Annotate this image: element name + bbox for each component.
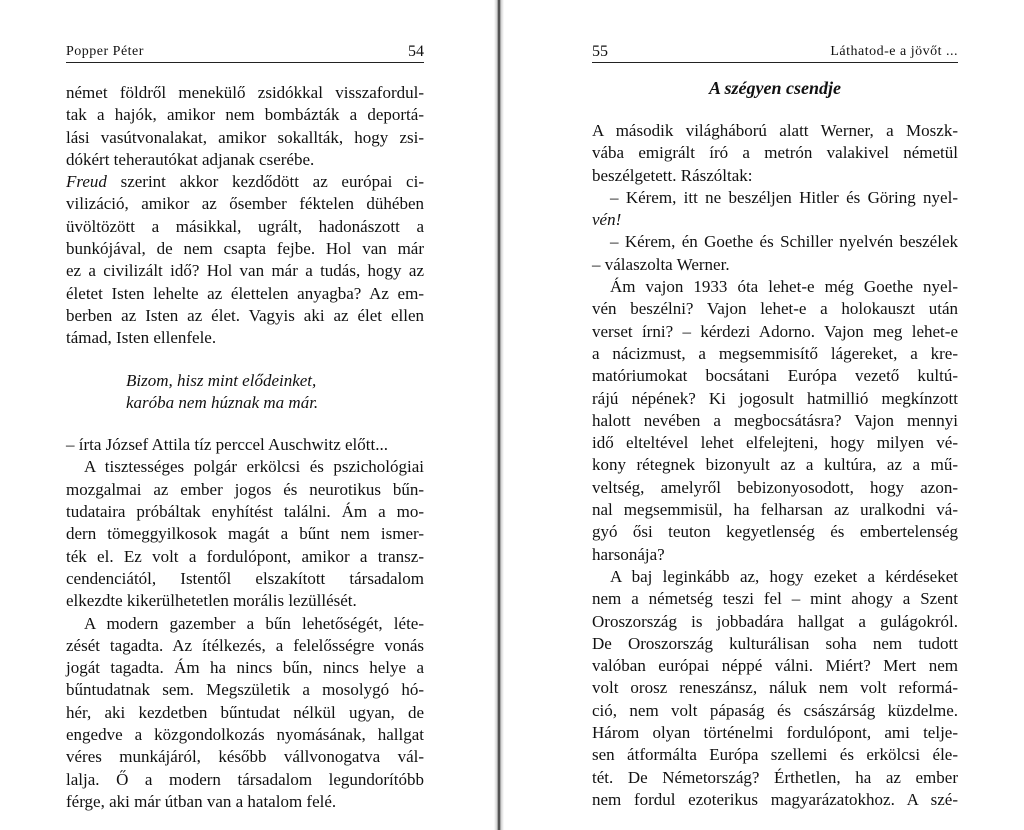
- book-gutter: [494, 0, 504, 830]
- text-line: matóriumokat bocsátani Európa vezető kultú-: [592, 366, 958, 386]
- left-body-text: [66, 82, 424, 813]
- text-line: tak a hajók, amikor nem bombázták a deportá-: [66, 105, 424, 125]
- text-line: beszélgetett. Rászóltak:: [592, 165, 753, 185]
- left-page-number: 54: [408, 43, 424, 60]
- text-line: mozgalmai az ember jogos és neurotikus bűn-: [66, 479, 424, 499]
- right-body-text: [592, 120, 958, 811]
- right-page-number: 55: [592, 43, 608, 60]
- text-line: véres munkájáról, később vállvonogatva vál-: [66, 747, 424, 767]
- poem-line: karóba nem húznak ma már.: [126, 392, 319, 412]
- text-line: idő elteltével lehet elfelejteni, hogy milyen vé-: [592, 433, 958, 453]
- text-line: üvöltözött a másikkal, ugrált, hadonászott a: [66, 216, 424, 236]
- paragraph: [66, 82, 424, 171]
- text-line: cendenciától, Istentől elszakított társadalom: [66, 568, 424, 588]
- text-line: nem fordul ezoterikus magyarázatokhoz. A szé-: [592, 789, 958, 809]
- text-line: A tisztességes polgár erkölcsi és pszichológiai: [84, 457, 424, 477]
- paragraph: [592, 276, 958, 566]
- text-line: – írta József Attila tíz perccel Auschwitz előtt...: [66, 435, 388, 455]
- text-line: nem a németség teszi fel – mint ahogy a Szent: [592, 589, 958, 609]
- text-line: elkezdte kikerülhetetlen morális lezüllését.: [66, 591, 357, 611]
- right-page: [592, 0, 958, 830]
- text-line: bunkójával, de nem csapta fejbe. Hol van már: [66, 239, 424, 259]
- paragraph: [592, 187, 958, 232]
- text-line: berben az Isten az élet. Vagyis aki az élet ellen: [66, 305, 424, 325]
- text-line: De Oroszország kulturálisan soha nem tudott: [592, 633, 958, 653]
- text-line: [66, 171, 424, 193]
- text-line: gyó ősi teuton kegyetlenség és embertelenség: [592, 522, 958, 542]
- paragraph: [592, 120, 958, 187]
- text-line: valóban európai néppé válni. Miért? Mert nem: [592, 656, 958, 676]
- text-line: engedve a közgondolkozás nyomásának, hallgat: [66, 725, 424, 745]
- paragraph: [66, 613, 424, 814]
- text-line: támad, Isten ellenfele.: [66, 328, 217, 348]
- text-line: tudataira próbáltak enyhítést találni. Ám a mo-: [66, 502, 424, 522]
- text-line: Oroszország is jobbadára hallgat a gulágokról.: [592, 611, 958, 631]
- paragraph: [592, 231, 958, 276]
- text-line: hér, aki kezdetben bűntudat nélkül ugyan, de: [66, 702, 424, 722]
- text-line: A baj leginkább az, hogy ezeket a kérdéseket: [610, 566, 958, 586]
- text-line: a nácizmust, a megsemmisítő lágereket, a kre-: [592, 343, 958, 363]
- text-line: ez a civilizált idő? Hol van már a tudás, hogy az: [66, 261, 424, 281]
- text-line: lalja. Ő a modern társadalom legundorítóbb: [66, 769, 424, 789]
- text-line: volt orosz reneszánsz, náluk nem volt reformá-: [592, 678, 958, 698]
- text-line: A modern gazember a bűn lehetőségét, léte-: [84, 613, 424, 633]
- text-line: férge, aki már útban van a hatalom felé.: [66, 791, 337, 811]
- text-line: Ám vajon 1933 óta lehet-e még Goethe nyel-: [610, 277, 958, 297]
- text-line: dern tömeggyilkosok magát a bűnt nem ismer-: [66, 524, 424, 544]
- text-line: rájú népének? Ki jogosult hatmillió megkínzott: [592, 388, 958, 408]
- paragraph: [66, 171, 424, 349]
- text-line: vába emigrált író a metrón valakivel németül: [592, 143, 958, 163]
- text-line: vilizáció, amikor az ősember féktelen dühében: [66, 194, 424, 214]
- text-line: Három olyan történelmi fordulópont, ami telje-: [592, 723, 958, 743]
- poem-line: Bizom, hisz mint elődeinket,: [126, 370, 317, 390]
- left-header-title: Popper Péter: [66, 44, 144, 59]
- right-header-title: Láthatod-e a jövőt ...: [830, 44, 958, 59]
- poem-quote: [126, 370, 424, 415]
- text-line: vén!: [592, 210, 622, 230]
- text-line: kony rétegnek bizonyult az a kultúra, az a mű-: [592, 455, 958, 475]
- text-line: – Kérem, itt ne beszéljen Hitler és Göring nyel-: [610, 187, 958, 207]
- text-line: harsonája?: [592, 544, 665, 564]
- text-line: dókért teherautókat adjanak cserébe.: [66, 149, 315, 169]
- text-line: ték el. Ez volt a fordulópont, amikor a transz-: [66, 546, 424, 566]
- text-line: nal megsemmisül, ha felharsan az uralkodni vá-: [592, 500, 958, 520]
- text-line: verset írni? – kérdezi Adorno. Vajon meg lehet-e: [592, 321, 958, 341]
- text-line: – válaszolta Werner.: [592, 254, 730, 274]
- paragraph: [592, 566, 958, 811]
- paragraph: [66, 434, 424, 456]
- text-line: jogát tagadta. Ám ha nincs bűn, nincs helye a: [66, 658, 424, 678]
- text-line: sen átformálta Európa szellemi és erkölcsi éle-: [592, 745, 958, 765]
- text-line: ció, nem volt pápaság és császárság küzdelme.: [592, 700, 958, 720]
- freud-name: Freud: [66, 172, 107, 192]
- paragraph: [66, 456, 424, 612]
- section-title: A szégyen csendje: [709, 78, 841, 98]
- text-line: német földről menekülő zsidókkal visszafordul-: [66, 83, 424, 102]
- text-line: bűntudatnak sem. Megszületik a mosolygó hó-: [66, 680, 424, 700]
- text-line: tét. De Németország? Érthetlen, ha az ember: [592, 767, 958, 787]
- left-running-head: [66, 42, 424, 63]
- text-line: zését tagadta. Az ítélkezés, a felelősségre vonás: [66, 635, 424, 655]
- text-line: lási vasútvonalakat, amikor sokallták, hogy zsi-: [66, 127, 424, 147]
- text-span: szerint akkor kezdődött az európai ci-: [106, 172, 424, 192]
- text-line: halott nevében a megbocsátásra? Vajon mennyi: [592, 410, 958, 430]
- right-running-head: [592, 42, 958, 63]
- text-line: vén beszélni? Vajon lehet-e a holokauszt után: [592, 299, 958, 319]
- text-line: A második világháború alatt Werner, a Moszk-: [592, 121, 958, 140]
- text-line: életet Isten lehelte az élettelen anyagba? Az em-: [66, 283, 424, 303]
- text-line: – Kérem, én Goethe és Schiller nyelvén beszélek: [610, 232, 958, 252]
- text-line: veltség, amelyről bebizonyosodott, hogy azon-: [592, 477, 958, 497]
- left-page: [66, 0, 424, 830]
